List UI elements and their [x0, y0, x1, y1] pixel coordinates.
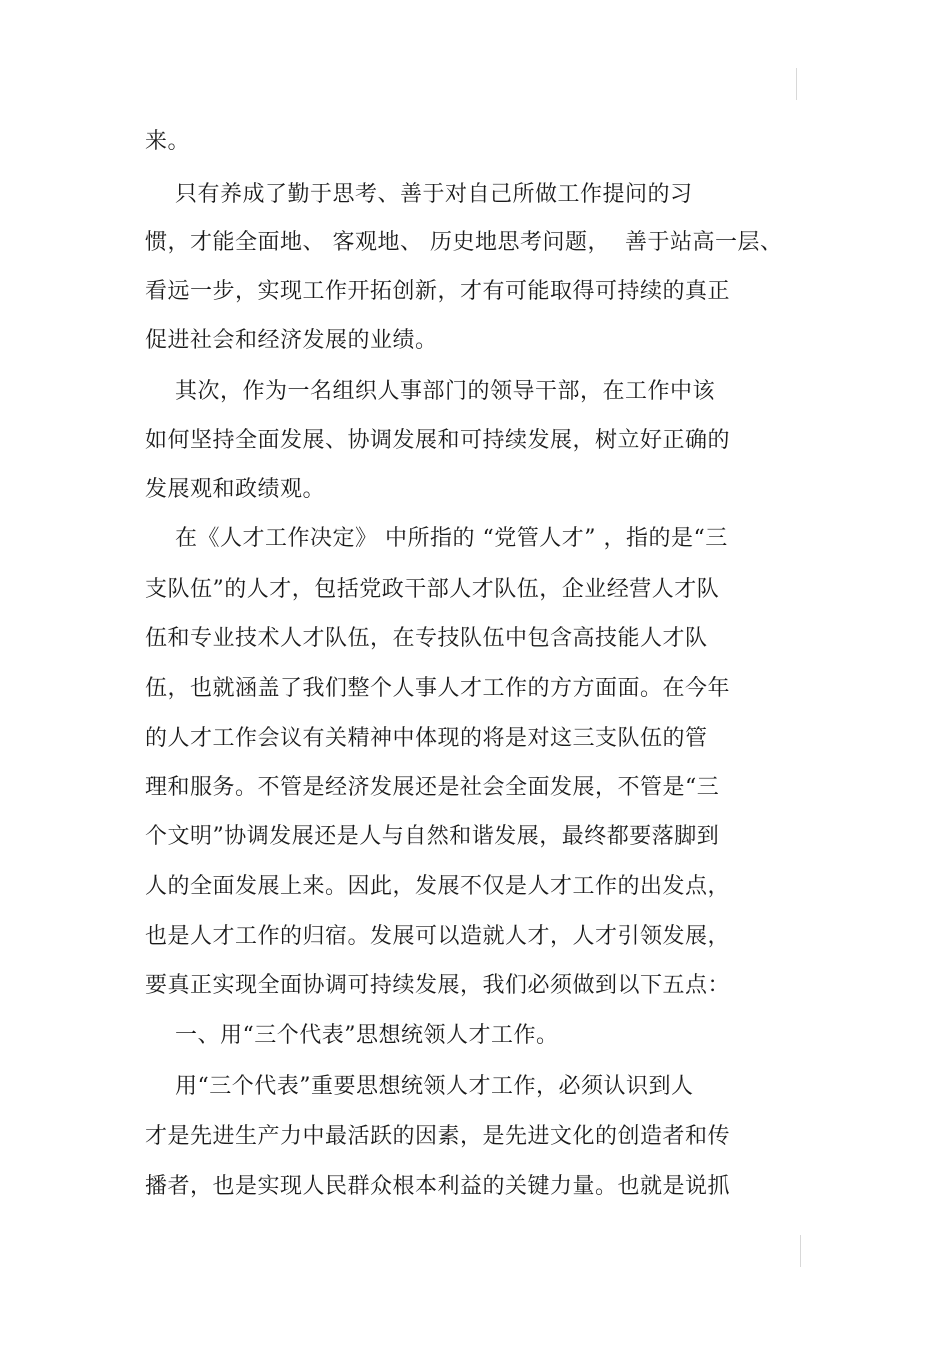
text-line: 播者，也是实现人民群众根本利益的关键力量。也就是说抓 [145, 1174, 731, 1199]
text-line: 支队伍”的人才，包括党政干部人才队伍，企业经营人才队 [145, 577, 720, 602]
page-edge-mark-bottom [800, 1235, 801, 1267]
text-line: 用“三个代表”重要思想统领人才工作，必须认识到人 [145, 1074, 694, 1099]
text-line: 人的全面发展上来。因此，发展不仅是人才工作的出发点， [145, 874, 731, 899]
text-line: 一、用“三个代表”思想统领人才工作。 [145, 1023, 559, 1048]
text-line: 如何坚持全面发展、协调发展和可持续发展，树立好正确的 [145, 428, 731, 453]
text-line: 其次，作为一名组织人事部门的领导干部，在工作中该 [145, 379, 715, 404]
text-line: 只有养成了勤于思考、善于对自己所做工作提问的习 [145, 182, 693, 207]
text-line: 伍，也就涵盖了我们整个人事人才工作的方方面面。在今年 [145, 676, 731, 701]
page-edge-mark-top [796, 68, 797, 100]
text-line: 要真正实现全面协调可持续发展，我们必须做到以下五点： [145, 973, 731, 998]
text-line: 看远一步，实现工作开拓创新，才有可能取得可持续的真正 [145, 279, 731, 304]
text-line: 才是先进生产力中最活跃的因素，是先进文化的创造者和传 [145, 1124, 731, 1149]
text-line: 伍和专业技术人才队伍，在专技队伍中包含高技能人才队 [145, 626, 708, 651]
text-line: 惯，才能全面地、 客观地、 历史地思考问题， 善于站高一层、 [145, 230, 783, 255]
text-line: 来。 [145, 129, 191, 154]
text-line: 也是人才工作的归宿。发展可以造就人才，人才引领发展， [145, 924, 731, 949]
text-line: 的人才工作会议有关精神中体现的将是对这三支队伍的管 [145, 726, 708, 751]
text-line: 理和服务。不管是经济发展还是社会全面发展，不管是“三 [145, 775, 720, 800]
text-line: 发展观和政绩观。 [145, 477, 326, 502]
text-line: 在《人才工作决定》 中所指的 “党管人才” ，指的是“三 [145, 526, 728, 551]
text-line: 促进社会和经济发展的业绩。 [145, 328, 438, 353]
text-line: 个文明”协调发展还是人与自然和谐发展，最终都要落脚到 [145, 824, 720, 849]
